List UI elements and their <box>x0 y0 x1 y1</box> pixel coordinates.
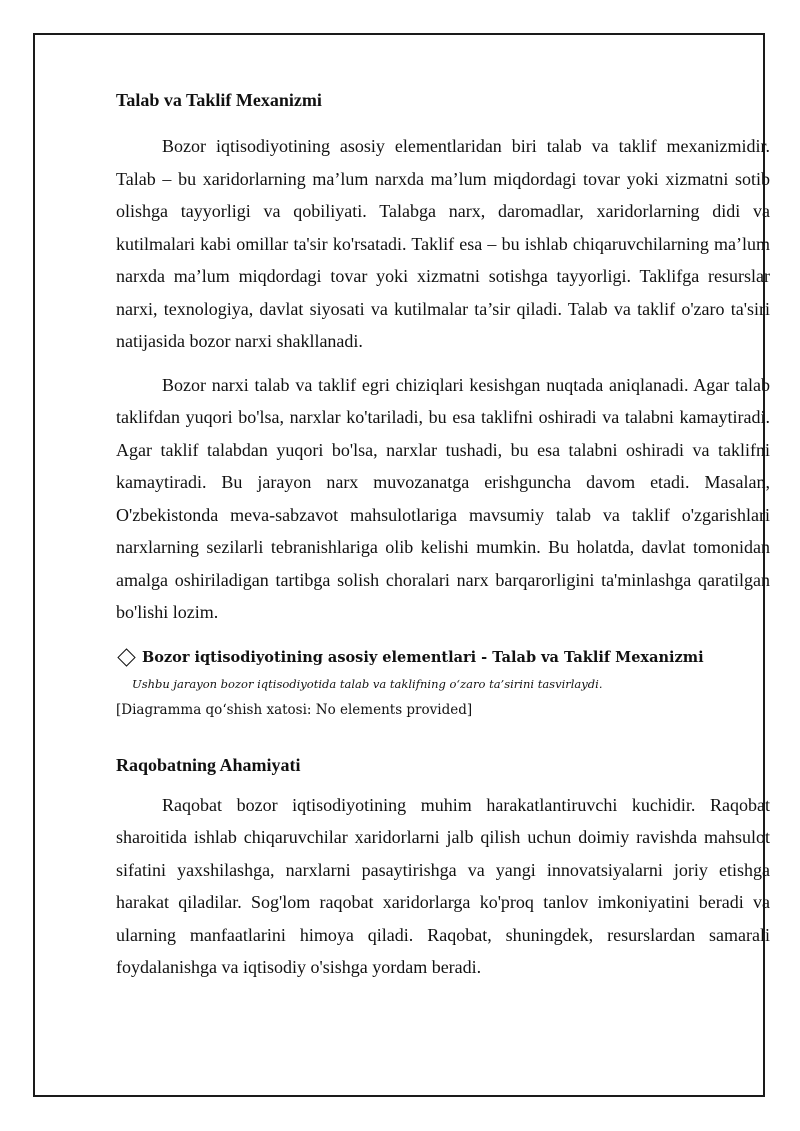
paragraph-talab-taklif-2: Bozor narxi talab va taklif egri chiziqlari kesishgan nuqtada aniqlanadi. Agar talab taklifdan yuqori bo'lsa, narxlar ko'tariladi, bu esa taklifni oshiradi va talabni kamaytiradi. Agar taklif talabdan yuqori bo'lsa, narxlar tushadi, bu esa talabni oshiradi va taklifni kamaytiradi. Bu jarayon narx muvozanatga erishguncha davom etadi. Masalan, O'zbekistonda meva-sabzavot mahsulotlariga mavsumiy talab va taklif o'zgarishlari narxlarning sezilarli tebranishlariga olib kelishi mumkin. Bu holatda, davlat tomonidan amalga oshiriladigan tartibga solish choralari narx barqarorligini ta'minlashga qaratilgan bo'lishi lozim. <box>116 374 770 622</box>
diagram-error-message: [Diagramma qo‘shish xatosi: No elements provided] <box>116 701 473 718</box>
figure-title-text: Bozor iqtisodiyotining asosiy elementlari - Talab va Taklif Mexanizmi <box>142 648 704 666</box>
paragraph-raqobat-1: Raqobat bozor iqtisodiyotining muhim harakatlantiruvchi kuchidir. Raqobat sharoitida ishlab chiqaruvchilar xaridorlarni jalb qilish uchun doimiy ravishda mahsulot sifatini yaxshilashga, narxlarni pasaytirishga va yangi innovatsiyalarni joriy etishga harakat qiladilar. Sog'lom raqobat xaridorlarga ko'proq tanlov imkoniyatini beradi va ularning manfaatlarini himoya qiladi. Raqobat, shuningdek, resurslardan samarali foydalanishga va iqtisodiy o'sishga yordam beradi. <box>116 794 770 977</box>
figure-caption: Ushbu jarayon bozor iqtisodiyotida talab va taklifning o‘zaro ta’sirini tasvirlaydi. <box>132 676 603 691</box>
paragraph-talab-taklif-1: Bozor iqtisodiyotining asosiy elementlaridan biri talab va taklif mexanizmidir. Talab – bu xaridorlarning ma’lum narxda ma’lum miqdordagi tovar yoki xizmatni sotib olishga tayyorligi va qobiliyati. Talabga narx, daromadlar, xaridorlarning didi va kutilmalari kabi omillar ta'sir ko'rsatadi. Taklif esa – bu ishlab chiqaruvchilarning ma’lum narxda ma’lum miqdordagi tovar yoki xizmatni sotishga tayyorligi. Taklifga resurslar narxi, texnologiya, davlat siyosati va kutilmalar ta’sir qiladi. Talab va taklif o'zaro ta'siri natijasida bozor narxi shakllanadi. <box>116 136 770 351</box>
diamond-icon <box>117 648 135 666</box>
document-body <box>116 86 770 995</box>
section-heading-raqobat: Raqobatning Ahamiyati <box>116 754 301 775</box>
section-heading-talab-taklif: Talab va Taklif Mexanizmi <box>116 90 322 110</box>
figure-title <box>116 647 770 669</box>
figure-block <box>116 647 770 721</box>
